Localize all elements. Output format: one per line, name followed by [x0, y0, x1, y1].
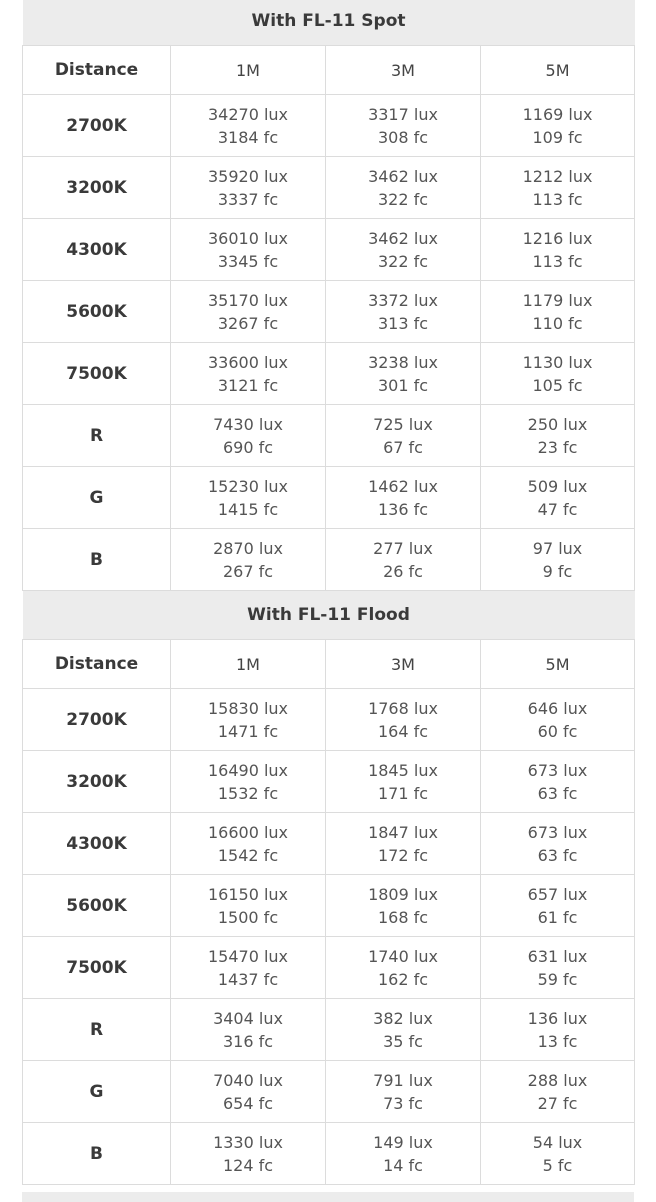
measurement-cell — [326, 157, 481, 219]
lux-value: 35170 lux — [207, 290, 289, 310]
lux-value: 1212 lux — [522, 166, 593, 186]
measurement-cell — [481, 875, 635, 937]
measurement-cell — [326, 751, 481, 813]
fc-value: 162 fc — [377, 969, 429, 989]
illuminance-page — [22, 0, 634, 1185]
measurement-cell — [326, 281, 481, 343]
lux-value: 3404 lux — [213, 1008, 283, 1028]
lux-value: 16150 lux — [207, 884, 289, 904]
fc-value: 60 fc — [537, 721, 578, 741]
fc-value: 3184 fc — [217, 127, 279, 147]
fc-value: 9 fc — [542, 561, 573, 581]
fc-value: 1415 fc — [217, 499, 279, 519]
fc-value: 63 fc — [537, 783, 578, 803]
column-header-distance-value: 1M — [171, 46, 326, 95]
measurement-cell — [326, 467, 481, 529]
measurement-cell — [326, 219, 481, 281]
measurement-cell — [326, 95, 481, 157]
table-row — [23, 1061, 635, 1123]
column-header-row — [23, 640, 635, 689]
fc-value: 316 fc — [222, 1031, 274, 1051]
table-row — [23, 1123, 635, 1185]
measurement-cell — [481, 467, 635, 529]
lux-value: 646 lux — [527, 698, 588, 718]
measurement-cell — [481, 1061, 635, 1123]
fc-value: 13 fc — [537, 1031, 578, 1051]
table-row — [23, 95, 635, 157]
lux-value: 136 lux — [527, 1008, 588, 1028]
column-header-distance-value: 3M — [326, 46, 481, 95]
row-label: R — [23, 405, 171, 467]
fc-value: 3337 fc — [217, 189, 279, 209]
fc-value: 322 fc — [377, 251, 429, 271]
fc-value: 654 fc — [222, 1093, 274, 1113]
row-label: 5600K — [23, 875, 171, 937]
fc-value: 113 fc — [532, 251, 583, 271]
fc-value: 14 fc — [383, 1155, 423, 1175]
row-label: 2700K — [23, 689, 171, 751]
measurement-cell — [171, 467, 326, 529]
measurement-cell — [326, 529, 481, 591]
fc-value: 26 fc — [383, 561, 423, 581]
fc-value: 3345 fc — [217, 251, 279, 271]
lux-value: 1847 lux — [368, 822, 438, 842]
lux-value: 35920 lux — [207, 166, 289, 186]
measurement-cell — [171, 529, 326, 591]
lux-value: 1179 lux — [522, 290, 593, 310]
row-label: 4300K — [23, 813, 171, 875]
measurement-cell — [326, 999, 481, 1061]
measurement-cell — [326, 689, 481, 751]
measurement-cell — [171, 999, 326, 1061]
column-header-distance-value: 1M — [171, 640, 326, 689]
column-header-row — [23, 46, 635, 95]
fc-value: 67 fc — [383, 437, 423, 457]
measurement-cell — [481, 157, 635, 219]
lux-value: 1216 lux — [522, 228, 593, 248]
column-header-distance: Distance — [23, 46, 171, 95]
fc-value: 164 fc — [377, 721, 429, 741]
measurement-cell — [171, 219, 326, 281]
measurement-cell — [326, 343, 481, 405]
measurement-cell — [171, 1123, 326, 1185]
lux-value: 791 lux — [373, 1070, 433, 1090]
lux-value: 3462 lux — [368, 166, 438, 186]
measurement-cell — [171, 405, 326, 467]
measurement-cell — [171, 1061, 326, 1123]
row-label: 5600K — [23, 281, 171, 343]
row-label: G — [23, 1061, 171, 1123]
measurement-cell — [481, 529, 635, 591]
lux-value: 1130 lux — [522, 352, 593, 372]
measurement-cell — [481, 689, 635, 751]
measurement-cell — [481, 937, 635, 999]
measurement-cell — [481, 999, 635, 1061]
table-row — [23, 219, 635, 281]
fc-value: 27 fc — [537, 1093, 578, 1113]
table-row — [23, 813, 635, 875]
lux-value: 250 lux — [527, 414, 588, 434]
lux-value: 1809 lux — [368, 884, 438, 904]
row-label: 7500K — [23, 937, 171, 999]
fc-value: 690 fc — [222, 437, 274, 457]
lux-value: 657 lux — [527, 884, 588, 904]
measurement-cell — [171, 689, 326, 751]
row-label: 7500K — [23, 343, 171, 405]
lux-value: 7040 lux — [213, 1070, 283, 1090]
lux-value: 15830 lux — [207, 698, 289, 718]
lux-value: 16600 lux — [207, 822, 289, 842]
lux-value: 15470 lux — [207, 946, 289, 966]
fc-value: 301 fc — [377, 375, 429, 395]
fc-value: 172 fc — [377, 845, 429, 865]
table-row — [23, 405, 635, 467]
next-section-header-strip — [22, 1192, 634, 1202]
lux-value: 3238 lux — [368, 352, 438, 372]
fc-value: 1542 fc — [217, 845, 279, 865]
measurement-cell — [481, 751, 635, 813]
measurement-cell — [481, 1123, 635, 1185]
table-row — [23, 157, 635, 219]
section-header — [23, 591, 635, 640]
fc-value: 113 fc — [532, 189, 583, 209]
table-row — [23, 689, 635, 751]
lux-value: 288 lux — [527, 1070, 588, 1090]
fc-value: 59 fc — [537, 969, 578, 989]
measurement-cell — [171, 875, 326, 937]
row-label: 3200K — [23, 157, 171, 219]
fc-value: 313 fc — [377, 313, 429, 333]
lux-value: 3462 lux — [368, 228, 438, 248]
lux-value: 1462 lux — [368, 476, 438, 496]
fc-value: 109 fc — [532, 127, 583, 147]
measurement-cell — [326, 1123, 481, 1185]
row-label: 3200K — [23, 751, 171, 813]
table-row — [23, 875, 635, 937]
lux-value: 97 lux — [532, 538, 583, 558]
fc-value: 35 fc — [383, 1031, 423, 1051]
fc-value: 47 fc — [537, 499, 578, 519]
lux-value: 725 lux — [373, 414, 433, 434]
measurement-cell — [171, 813, 326, 875]
measurement-cell — [326, 405, 481, 467]
lux-value: 1169 lux — [522, 104, 593, 124]
measurement-cell — [326, 1061, 481, 1123]
lux-value: 149 lux — [373, 1132, 433, 1152]
fc-value: 308 fc — [377, 127, 429, 147]
fc-value: 3267 fc — [217, 313, 279, 333]
fc-value: 5 fc — [542, 1155, 573, 1175]
lux-value: 54 lux — [532, 1132, 583, 1152]
column-header-distance-value: 3M — [326, 640, 481, 689]
fc-value: 168 fc — [377, 907, 429, 927]
fc-value: 3121 fc — [217, 375, 279, 395]
measurement-cell — [171, 937, 326, 999]
measurement-cell — [326, 813, 481, 875]
lux-value: 382 lux — [373, 1008, 433, 1028]
fc-value: 136 fc — [377, 499, 429, 519]
fc-value: 171 fc — [377, 783, 429, 803]
measurement-cell — [171, 95, 326, 157]
column-header-distance: Distance — [23, 640, 171, 689]
table-body — [23, 0, 635, 1185]
lux-value: 673 lux — [527, 822, 588, 842]
lux-value: 3372 lux — [368, 290, 438, 310]
table-row — [23, 999, 635, 1061]
fc-value: 1471 fc — [217, 721, 279, 741]
measurement-cell — [171, 343, 326, 405]
lux-value: 16490 lux — [207, 760, 289, 780]
fc-value: 73 fc — [383, 1093, 423, 1113]
illuminance-table — [22, 0, 635, 1185]
table-row — [23, 937, 635, 999]
table-row — [23, 281, 635, 343]
measurement-cell — [481, 281, 635, 343]
row-label: G — [23, 467, 171, 529]
section-header — [23, 0, 635, 46]
table-row — [23, 529, 635, 591]
measurement-cell — [326, 937, 481, 999]
lux-value: 2870 lux — [213, 538, 283, 558]
lux-value: 631 lux — [527, 946, 588, 966]
fc-value: 322 fc — [377, 189, 429, 209]
table-row — [23, 343, 635, 405]
measurement-cell — [481, 813, 635, 875]
table-row — [23, 467, 635, 529]
lux-value: 673 lux — [527, 760, 588, 780]
row-label: R — [23, 999, 171, 1061]
fc-value: 267 fc — [222, 561, 274, 581]
fc-value: 1437 fc — [217, 969, 279, 989]
measurement-cell — [481, 405, 635, 467]
fc-value: 61 fc — [537, 907, 578, 927]
fc-value: 110 fc — [532, 313, 583, 333]
section-title: With FL-11 Spot — [23, 0, 635, 46]
measurement-cell — [481, 95, 635, 157]
measurement-cell — [481, 343, 635, 405]
fc-value: 1532 fc — [217, 783, 279, 803]
fc-value: 63 fc — [537, 845, 578, 865]
lux-value: 1740 lux — [368, 946, 438, 966]
measurement-cell — [171, 281, 326, 343]
lux-value: 7430 lux — [213, 414, 283, 434]
lux-value: 33600 lux — [207, 352, 289, 372]
lux-value: 15230 lux — [207, 476, 289, 496]
fc-value: 105 fc — [532, 375, 583, 395]
column-header-distance-value: 5M — [481, 46, 635, 95]
lux-value: 509 lux — [527, 476, 588, 496]
lux-value: 1768 lux — [368, 698, 438, 718]
fc-value: 124 fc — [222, 1155, 274, 1175]
lux-value: 277 lux — [373, 538, 433, 558]
measurement-cell — [171, 751, 326, 813]
row-label: 2700K — [23, 95, 171, 157]
lux-value: 34270 lux — [207, 104, 289, 124]
section-title: With FL-11 Flood — [23, 591, 635, 640]
lux-value: 1845 lux — [368, 760, 438, 780]
row-label: B — [23, 1123, 171, 1185]
row-label: 4300K — [23, 219, 171, 281]
fc-value: 1500 fc — [217, 907, 279, 927]
measurement-cell — [481, 219, 635, 281]
fc-value: 23 fc — [537, 437, 578, 457]
measurement-cell — [326, 875, 481, 937]
table-row — [23, 751, 635, 813]
lux-value: 36010 lux — [207, 228, 289, 248]
measurement-cell — [171, 157, 326, 219]
lux-value: 1330 lux — [213, 1132, 283, 1152]
lux-value: 3317 lux — [368, 104, 438, 124]
row-label: B — [23, 529, 171, 591]
column-header-distance-value: 5M — [481, 640, 635, 689]
